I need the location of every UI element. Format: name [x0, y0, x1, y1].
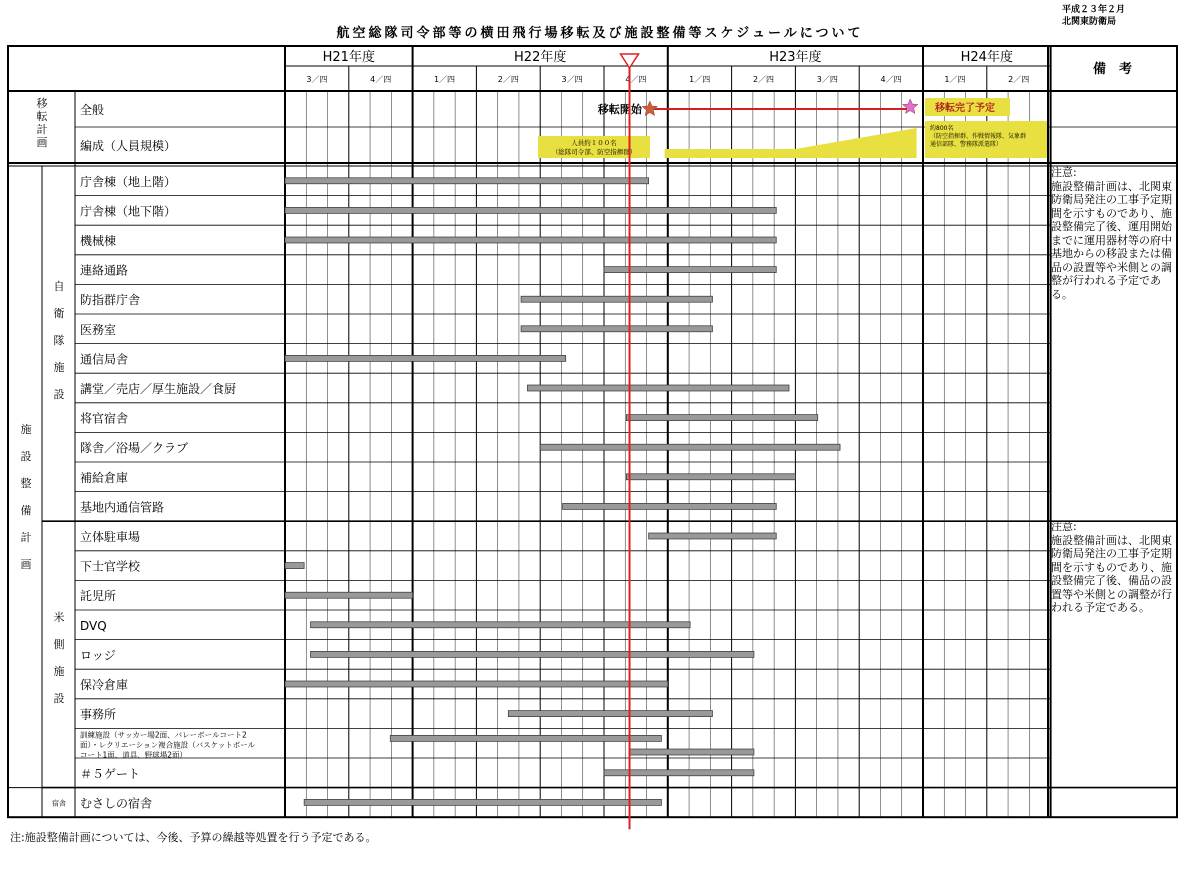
year-label: H21年度	[322, 50, 375, 65]
row-label: 庁舎棟（地上階）	[80, 174, 177, 189]
quarter-label: 4／四	[625, 75, 647, 84]
remarks-header: 備 考	[1092, 62, 1133, 77]
schedule-bar	[626, 415, 817, 421]
issuing-office: 北関東防衛局	[1062, 17, 1117, 27]
row-label: 医務室	[80, 322, 117, 337]
vertical-label-char: 設	[20, 450, 32, 463]
year-label: H22年度	[514, 50, 567, 65]
group-label-dorm: 宿舎	[52, 799, 66, 808]
group-label-us	[54, 610, 65, 705]
quarter-label: 2／四	[497, 75, 519, 84]
row-label: ＃５ゲート	[80, 766, 141, 781]
vertical-label-char: 隊	[53, 334, 65, 347]
quarter-label: 1／四	[433, 75, 456, 84]
quarter-label: 3／四	[561, 75, 583, 84]
staff-growth-area	[665, 128, 917, 158]
vertical-label-char: 整	[20, 477, 32, 490]
move-start-label: 移転開始	[597, 103, 642, 116]
staff-note-text: （防空指揮群、作戦情報隊、気象群	[930, 133, 1027, 140]
vertical-label-char: 衛	[53, 307, 65, 320]
schedule-bar	[285, 178, 649, 184]
vertical-label-char: 計	[36, 123, 48, 136]
schedule-bar	[285, 355, 566, 361]
row-label: 保冷倉庫	[80, 678, 129, 692]
row-label: DVQ	[80, 618, 107, 633]
issue-date: 平成２３年２月	[1062, 5, 1126, 15]
vertical-label-char: 備	[20, 504, 32, 517]
quarter-label: 2／四	[752, 75, 775, 84]
year-label: H23年度	[769, 50, 822, 65]
schedule-bar	[540, 444, 840, 450]
quarter-label: 4／四	[370, 75, 392, 84]
schedule-bar	[311, 622, 691, 628]
row-label: 講堂／売店／厚生施設／食厨	[80, 382, 237, 396]
staff-box-text: 人員約１００名	[571, 139, 617, 147]
schedule-bar	[630, 749, 754, 755]
vertical-label-char: 計	[20, 531, 32, 544]
row-label: 将官宿舎	[80, 411, 129, 426]
schedule-bar	[649, 533, 777, 539]
row-label: 面）・レクリエーション複合施設（バスケットボール	[80, 740, 256, 750]
schedule-bar	[508, 711, 712, 717]
staff-note-text: 通信部隊、警務隊派遣隊）	[930, 141, 1003, 148]
vertical-label-char: 画	[20, 558, 32, 571]
schedule-bar	[311, 651, 754, 657]
vertical-label-char: 施	[20, 423, 32, 436]
vertical-label-char: 転	[36, 110, 48, 123]
schedule-bar	[521, 296, 712, 302]
move-end-star-icon	[903, 99, 918, 114]
schedule-bar	[285, 592, 413, 598]
quarter-label: 1／四	[689, 75, 711, 84]
vertical-label-char: 米	[53, 611, 65, 624]
group-label-move	[37, 96, 48, 149]
move-row-label: 全般	[80, 103, 105, 117]
row-label: 機械棟	[80, 234, 117, 248]
footnote: 注:施設整備計画については、今後、予算の繰越等処置を行う予定である。	[10, 831, 377, 844]
schedule-bar	[626, 474, 795, 480]
quarter-label: 3／四	[306, 75, 328, 84]
vertical-label-char: 施	[53, 361, 65, 374]
quarter-label: 2／四	[1008, 75, 1030, 84]
schedule-bar	[285, 681, 668, 687]
quarter-label: 3／四	[816, 75, 838, 84]
schedule-bar	[604, 770, 754, 776]
jsdf-remarks-note: 注意: 施設整備計画は、北関東防衛局発注の工事予定期間を示すものであり、施設整備完了後、運用開始までに運用器材等の府中基地からの移設または備品の設置等や米側との調整が行われる予定である。	[1051, 166, 1172, 301]
schedule-bar	[521, 326, 712, 332]
schedule-bar	[285, 563, 304, 569]
row-label: ロッジ	[80, 648, 116, 663]
vertical-label-char: 施	[53, 665, 65, 678]
us-remarks-note: 注意: 施設整備計画は、北関東防衛局発注の工事予定期間を示すものであり、施設整備完了後、備品の設置等や米側との調整が行われる予定である。	[1051, 520, 1172, 614]
row-label: 隊舎／浴場／クラブ	[80, 441, 189, 456]
year-label: H24年度	[960, 50, 1013, 65]
vertical-label-char: 設	[53, 692, 65, 705]
schedule-bar	[527, 385, 789, 391]
vertical-label-char: 移	[36, 97, 48, 110]
vertical-label-char: 設	[53, 388, 65, 401]
move-row-label: 編成（人員規模）	[80, 139, 177, 153]
row-label: 補給倉庫	[80, 470, 129, 485]
schedule-bar	[390, 735, 661, 741]
row-label: コート1面、道具、野球場2面）	[80, 750, 188, 760]
group-label-jsdf	[54, 280, 65, 401]
schedule-bar	[563, 503, 777, 509]
group-label-facility	[21, 423, 32, 571]
quarter-label: 4／四	[880, 75, 902, 84]
row-label: 基地内通信管路	[80, 500, 165, 515]
schedule-bar	[304, 799, 661, 805]
move-start-star-icon	[642, 101, 657, 116]
row-label: 下士官学校	[80, 559, 141, 574]
schedule-bar	[285, 237, 776, 243]
row-label: 庁舎棟（地下階）	[80, 204, 177, 219]
vertical-label-char: 画	[36, 136, 48, 149]
row-label: 防指群庁舎	[80, 293, 141, 308]
vertical-label-char: 側	[53, 638, 65, 651]
row-label: 託児所	[80, 589, 117, 604]
staff-note-text: 約800名	[930, 125, 954, 132]
schedule-bar	[285, 207, 776, 213]
row-label: 通信局舎	[80, 352, 129, 367]
row-label: 連絡通路	[80, 263, 129, 278]
table-border	[8, 46, 1177, 817]
move-end-label: 移転完了予定	[935, 103, 995, 114]
vertical-label-char: 自	[53, 280, 65, 293]
page-title: 航空総隊司令部等の横田飛行場移転及び施設整備等スケジュールについて	[336, 26, 864, 41]
row-label: むさしの宿舎	[80, 796, 153, 811]
row-label: 事務所	[80, 707, 117, 722]
quarter-label: 1／四	[944, 75, 966, 84]
row-label: 立体駐車場	[80, 530, 141, 544]
staff-box-text: （総隊司令部、防空指揮群）	[551, 148, 637, 156]
row-label: 訓練施設（サッカー場2面、バレーボールコート2	[80, 730, 247, 740]
